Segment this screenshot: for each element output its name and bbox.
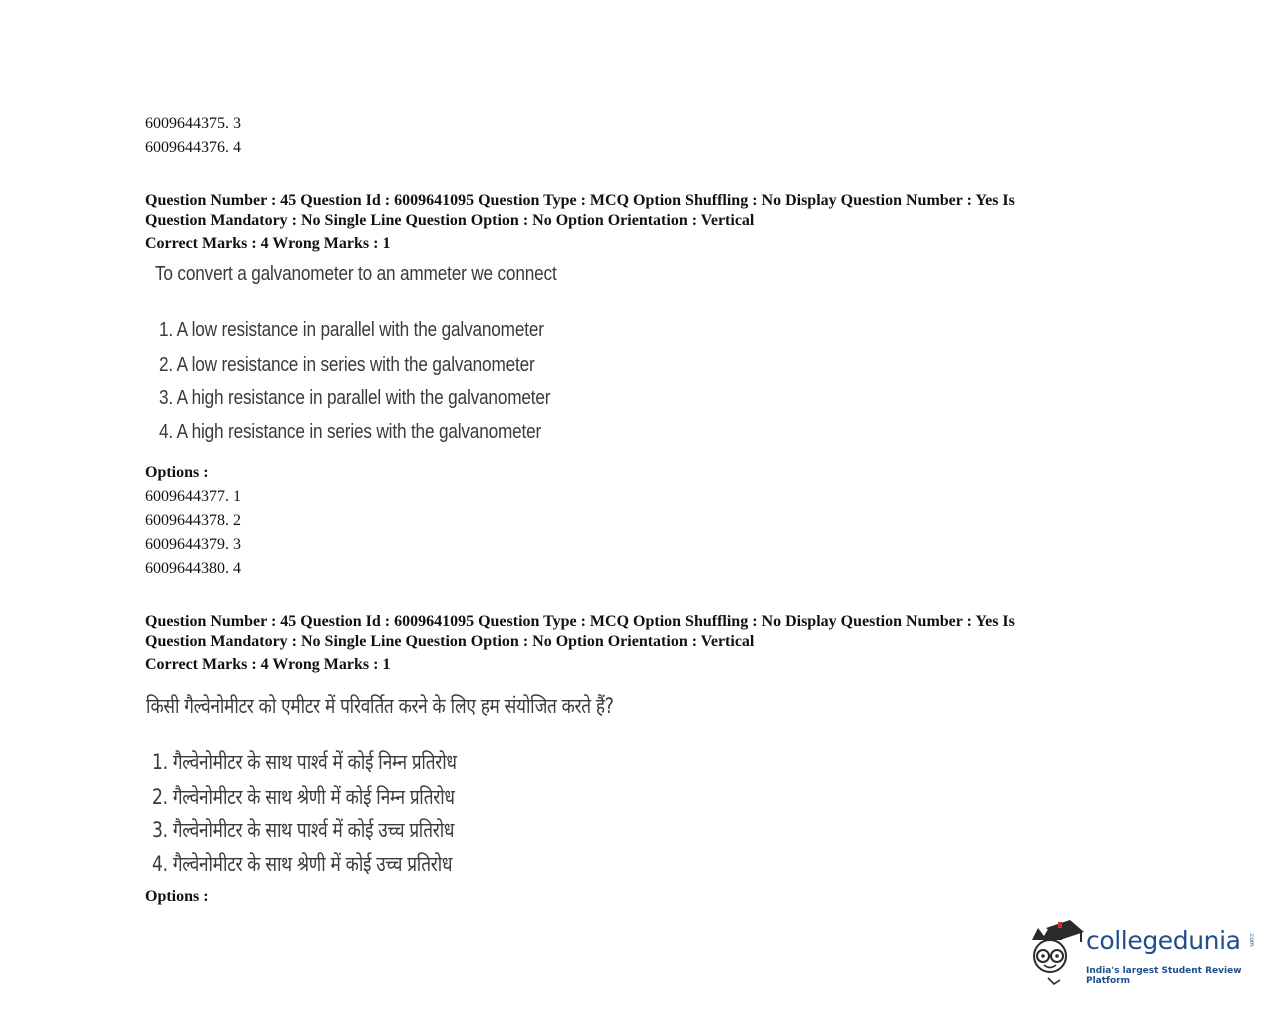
choice-item: 3. A high resistance in parallel with the galvanometer <box>159 387 551 409</box>
logo-suffix: .com <box>1248 932 1255 947</box>
question-text: To convert a galvanometer to an ammeter we connect <box>155 263 557 285</box>
marks-line: Correct Marks : 4 Wrong Marks : 1 <box>145 656 391 673</box>
choice-item: 2. A low resistance in series with the galvanometer <box>159 354 535 376</box>
choice-item: 4. A high resistance in series with the galvanometer <box>159 421 542 443</box>
choice-item: 4. गैल्वेनोमीटर के साथ श्रेणी में कोई उच्च प्रतिरोध <box>152 852 453 876</box>
marks-line: Correct Marks : 4 Wrong Marks : 1 <box>145 235 391 252</box>
option-line: 6009644380. 4 <box>145 560 241 577</box>
mascot-icon <box>1024 918 1086 990</box>
option-line: 6009644379. 3 <box>145 536 241 553</box>
options-label: Options : <box>145 888 209 905</box>
option-line: 6009644377. 1 <box>145 488 241 505</box>
choice-item: 1. A low resistance in parallel with the galvanometer <box>159 319 544 341</box>
option-line: 6009644375. 3 <box>145 115 241 132</box>
question-meta <box>145 191 1105 231</box>
choice-item: 3. गैल्वेनोमीटर के साथ पार्श्व में कोई उच्च प्रतिरोध <box>152 818 455 842</box>
choice-item: 1. गैल्वेनोमीटर के साथ पार्श्व में कोई निम्न प्रतिरोध <box>152 750 457 774</box>
question-meta <box>145 612 1105 652</box>
logo-tagline: India's largest Student Review Platform <box>1086 966 1242 986</box>
option-line: 6009644376. 4 <box>145 139 241 156</box>
question-meta-line: Question Mandatory : No Single Line Question Option : No Option Orientation : Vertical <box>145 633 755 650</box>
logo-wordmark: collegedunia <box>1086 926 1241 955</box>
question-meta-line: Question Mandatory : No Single Line Question Option : No Option Orientation : Vertical <box>145 212 755 229</box>
options-label: Options : <box>145 464 209 481</box>
choice-item: 2. गैल्वेनोमीटर के साथ श्रेणी में कोई निम्न प्रतिरोध <box>152 785 455 809</box>
collegedunia-logo <box>1024 918 1264 990</box>
question-meta-line: Question Number : 45 Question Id : 6009641095 Question Type : MCQ Option Shuffling : No Display Question Number : Yes Is <box>145 192 1015 209</box>
option-line: 6009644378. 2 <box>145 512 241 529</box>
question-text: किसी गैल्वेनोमीटर को एमीटर में परिवर्तित करने के लिए हम संयोजित करते हैं? <box>146 694 614 718</box>
question-meta-line: Question Number : 45 Question Id : 6009641095 Question Type : MCQ Option Shuffling : No Display Question Number : Yes Is <box>145 613 1015 630</box>
